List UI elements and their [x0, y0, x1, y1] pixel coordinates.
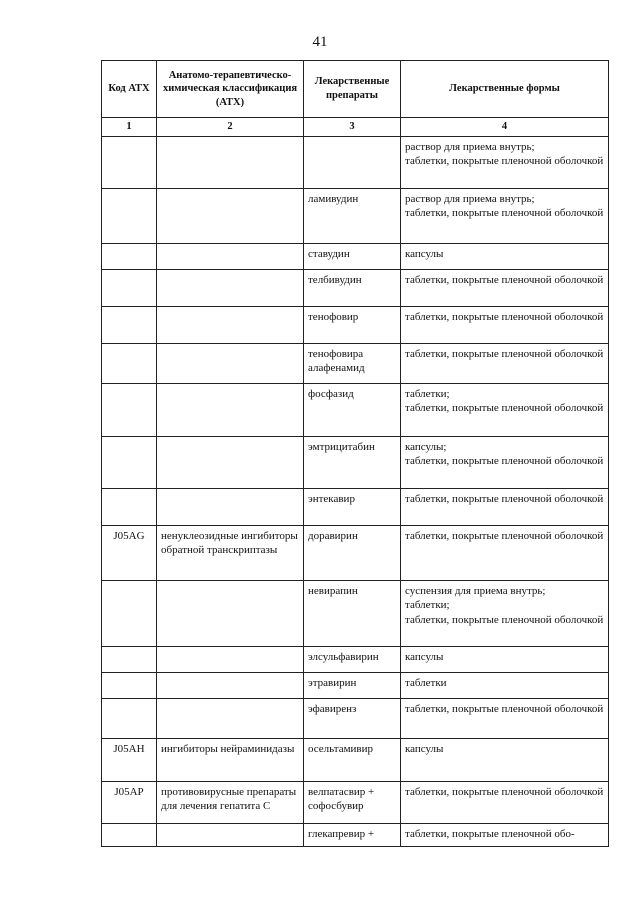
atc-classification-cell: ненуклеозидные ингибиторы обратной транскриптазы [157, 526, 304, 581]
drug-name-cell: эмтрицитабин [304, 437, 401, 489]
column-number: 1 [102, 118, 157, 137]
atc-code-cell [102, 244, 157, 270]
dosage-forms-cell: капсулы [401, 739, 609, 782]
atc-classification-cell: ингибиторы нейраминидазы [157, 739, 304, 782]
drug-name-cell: фосфазид [304, 384, 401, 437]
atc-code-cell [102, 699, 157, 739]
drug-name-cell: тенофовира алафенамид [304, 344, 401, 384]
column-number: 4 [401, 118, 609, 137]
drug-name-cell: этравирин [304, 673, 401, 699]
page-number: 41 [312, 34, 328, 50]
table-row [102, 782, 609, 824]
drug-name-cell: тенофовир [304, 307, 401, 344]
table-row [102, 526, 609, 581]
atc-code-cell: J05AG [102, 526, 157, 581]
atc-code-cell: J05AP [102, 782, 157, 824]
dosage-forms-cell: таблетки; таблетки, покрытые пленочной оболочкой [401, 384, 609, 437]
column-number: 2 [157, 118, 304, 137]
table-row [102, 581, 609, 647]
table-row [102, 437, 609, 489]
table-row [102, 673, 609, 699]
drug-name-cell: осельтамивир [304, 739, 401, 782]
atc-code-cell [102, 189, 157, 244]
atc-code-cell [102, 581, 157, 647]
drug-name-cell: невирапин [304, 581, 401, 647]
atc-classification-cell [157, 384, 304, 437]
drug-name-cell: велпатасвир + софосбувир [304, 782, 401, 824]
table-row [102, 824, 609, 847]
table-row [102, 307, 609, 344]
drug-name-cell: элсульфавирин [304, 647, 401, 673]
atc-code-cell [102, 673, 157, 699]
atc-drug-table [101, 60, 609, 847]
atc-classification-cell [157, 270, 304, 307]
atc-classification-cell [157, 189, 304, 244]
atc-classification-cell: противовирусные препараты для лечения гепатита C [157, 782, 304, 824]
atc-code-cell [102, 270, 157, 307]
atc-classification-cell [157, 344, 304, 384]
drug-name-cell: глекапревир + [304, 824, 401, 847]
atc-code-cell [102, 437, 157, 489]
dosage-forms-cell: таблетки, покрытые пленочной оболочкой [401, 782, 609, 824]
drug-name-cell: доравирин [304, 526, 401, 581]
atc-code-cell [102, 137, 157, 189]
table-row [102, 344, 609, 384]
atc-classification-cell [157, 581, 304, 647]
table-row [102, 270, 609, 307]
dosage-forms-cell: суспензия для приема внутрь; таблетки; таблетки, покрытые пленочной оболочкой [401, 581, 609, 647]
atc-classification-cell [157, 137, 304, 189]
atc-code-cell [102, 647, 157, 673]
drug-name-cell: телбивудин [304, 270, 401, 307]
atc-classification-cell [157, 244, 304, 270]
header-dosage-forms: Лекарственные формы [401, 61, 609, 118]
table-row [102, 739, 609, 782]
table-row [102, 384, 609, 437]
atc-classification-cell [157, 673, 304, 699]
drug-name-cell [304, 137, 401, 189]
column-number-row [102, 118, 609, 137]
atc-classification-cell [157, 489, 304, 526]
atc-classification-cell [157, 437, 304, 489]
atc-classification-cell [157, 824, 304, 847]
dosage-forms-cell: раствор для приема внутрь; таблетки, покрытые пленочной оболочкой [401, 189, 609, 244]
table-row [102, 489, 609, 526]
drug-name-cell: ламивудин [304, 189, 401, 244]
table-header-row [102, 61, 609, 118]
column-number: 3 [304, 118, 401, 137]
dosage-forms-cell: таблетки, покрытые пленочной оболочкой [401, 526, 609, 581]
dosage-forms-cell: раствор для приема внутрь; таблетки, покрытые пленочной оболочкой [401, 137, 609, 189]
dosage-forms-cell: таблетки, покрытые пленочной оболочкой [401, 307, 609, 344]
dosage-forms-cell: таблетки, покрытые пленочной обо- [401, 824, 609, 847]
dosage-forms-cell: капсулы; таблетки, покрытые пленочной оболочкой [401, 437, 609, 489]
dosage-forms-cell: таблетки, покрытые пленочной оболочкой [401, 489, 609, 526]
dosage-forms-cell: таблетки, покрытые пленочной оболочкой [401, 270, 609, 307]
table-row [102, 699, 609, 739]
atc-code-cell [102, 307, 157, 344]
dosage-forms-cell: капсулы [401, 244, 609, 270]
dosage-forms-cell: таблетки, покрытые пленочной оболочкой [401, 699, 609, 739]
dosage-forms-cell: таблетки [401, 673, 609, 699]
atc-code-cell [102, 489, 157, 526]
atc-code-cell: J05AH [102, 739, 157, 782]
table-row [102, 244, 609, 270]
table-row [102, 137, 609, 189]
dosage-forms-cell: капсулы [401, 647, 609, 673]
atc-classification-cell [157, 647, 304, 673]
drug-name-cell: ставудин [304, 244, 401, 270]
atc-code-cell [102, 384, 157, 437]
drug-name-cell: энтекавир [304, 489, 401, 526]
table-row [102, 189, 609, 244]
atc-code-cell [102, 824, 157, 847]
dosage-forms-cell: таблетки, покрытые пленочной оболочкой [401, 344, 609, 384]
header-atc-classification: Анатомо-терапевтическо-химическая классификация (АТХ) [157, 61, 304, 118]
header-drugs: Лекарственные препараты [304, 61, 401, 118]
atc-classification-cell [157, 699, 304, 739]
table-row [102, 647, 609, 673]
atc-code-cell [102, 344, 157, 384]
header-atc-code: Код АТХ [102, 61, 157, 118]
drug-name-cell: эфавиренз [304, 699, 401, 739]
atc-classification-cell [157, 307, 304, 344]
table-body [102, 137, 609, 847]
